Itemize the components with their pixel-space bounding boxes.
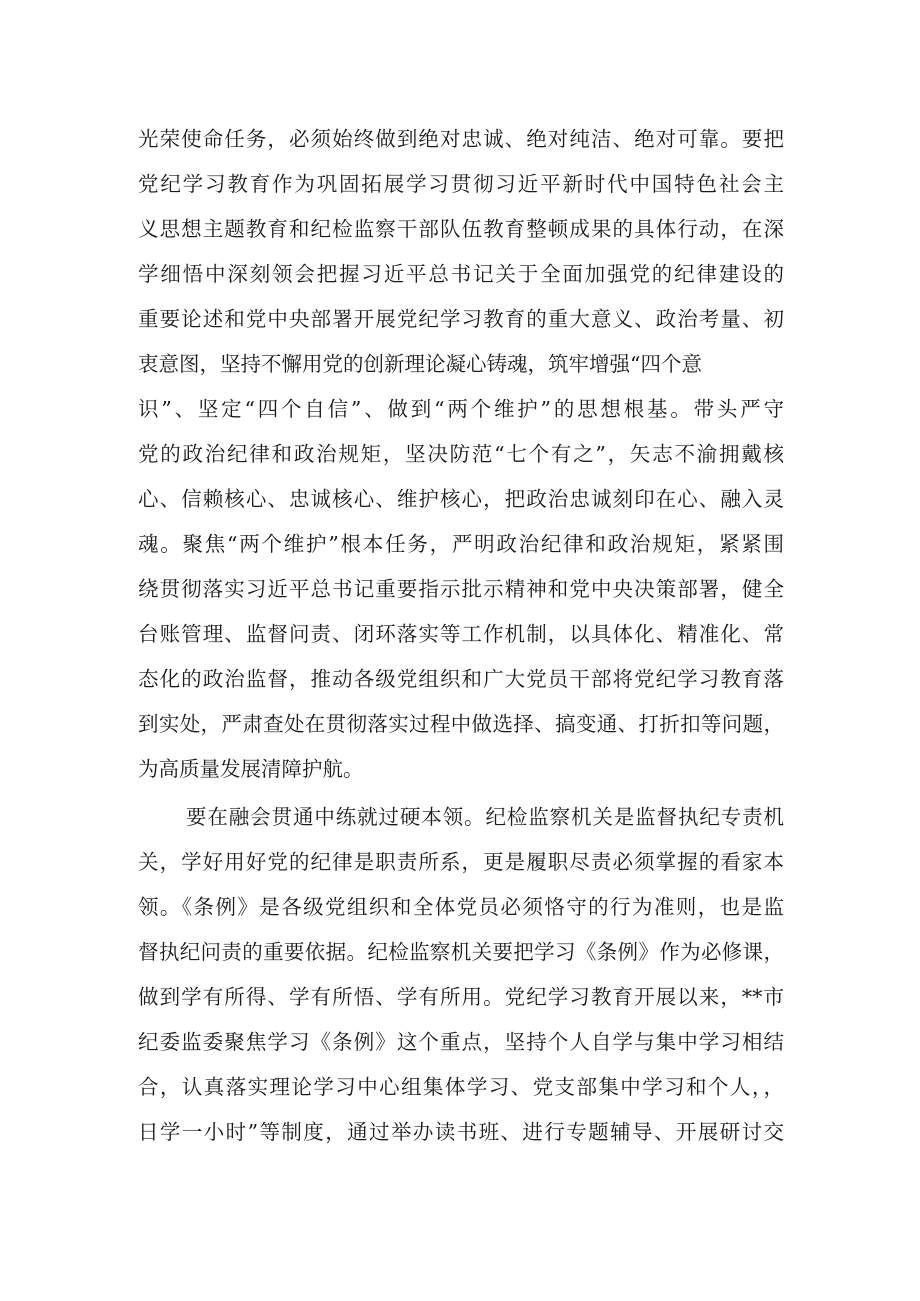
text-line: 绕贯彻落实习近平总书记重要指示批示精神和党中央决策部署，健全 [138,577,784,601]
text-line: 合，认真落实理论学习中心组集体学习、党支部集中学习和个人，， [138,1075,784,1099]
text-line: 衷意图，坚持不懈用党的创新理论凝心铸魂，筑牢增强“四个意 [138,352,702,376]
text-line: 心、信赖核心、忠诚核心、维护核心，把政治忠诚刻印在心、融入灵 [138,487,784,511]
text-line: 义思想主题教育和纪检监察干部队伍教育整顿成果的具体行动，在深 [138,217,784,241]
text-line: 党纪学习教育作为巩固拓展学习贯彻习近平新时代中国特色社会主 [138,172,784,196]
document-body [138,117,784,1155]
text-line: 重要论述和党中央部署开展党纪学习教育的重大意义、政治考量、初 [138,307,784,331]
text-line: 为高质量发展清障护航。 [138,757,364,781]
paragraph-1 [138,117,784,792]
text-line: 魂。聚焦“两个维护”根本任务，严明政治纪律和政治规矩，紧紧围 [138,532,784,556]
text-line: 态化的政治监督，推动各级党组织和广大党员干部将党纪学习教育落 [138,667,784,691]
text-line: 到实处，严肃查处在贯彻落实过程中做选择、搞变通、打折扣等问题， [138,712,784,736]
text-line: 要在融会贯通中练就过硬本领。纪检监察机关是监督执纪专责机 [186,805,784,829]
text-line: 识”、坚定“四个自信”、做到“两个维护”的思想根基。带头严守 [138,397,784,421]
text-line: 纪委监委聚焦学习《条例》这个重点，坚持个人自学与集中学习相结 [138,1030,784,1054]
text-line: 日学一小时”等制度，通过举办读书班、进行专题辅导、开展研讨交 [138,1120,784,1144]
text-line: 光荣使命任务，必须始终做到绝对忠诚、绝对纯洁、绝对可靠。要把 [138,127,784,151]
text-line: 督执纪问责的重要依据。纪检监察机关要把学习《条例》作为必修课， [138,940,784,964]
text-line: 学细悟中深刻领会把握习近平总书记关于全面加强党的纪律建设的 [138,262,784,286]
text-line: 做到学有所得、学有所悟、学有所用。党纪学习教育开展以来，**市 [138,985,784,1009]
text-line: 关，学好用好党的纪律是职责所系，更是履职尽责必须掌握的看家本 [138,850,784,874]
paragraph-2 [138,795,784,1155]
text-line: 党的政治纪律和政治规矩，坚决防范“七个有之”，矢志不渝拥戴核 [138,442,784,466]
text-line: 领。《条例》是各级党组织和全体党员必须恪守的行为准则，也是监 [138,895,784,919]
text-line: 台账管理、监督问责、闭环落实等工作机制，以具体化、精准化、常 [138,622,784,646]
